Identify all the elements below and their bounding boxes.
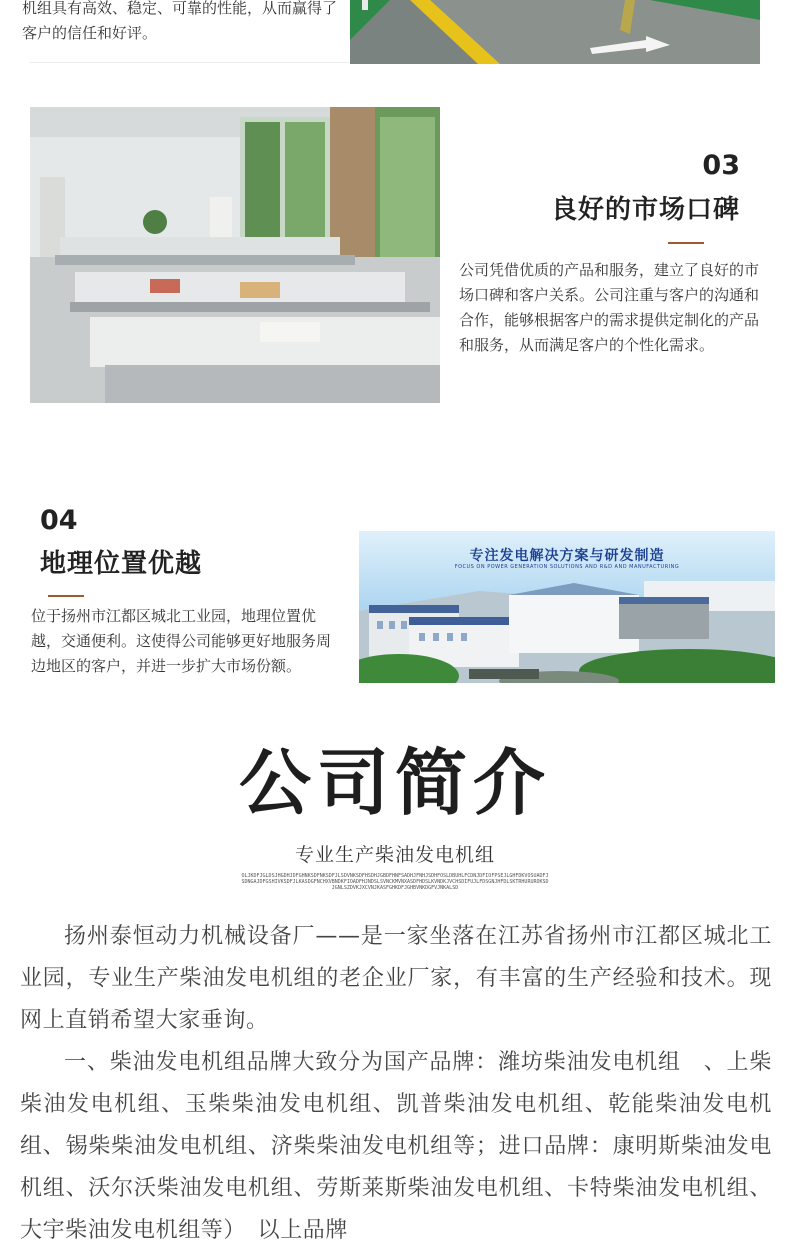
section3-title: 良好的市场口碑 <box>550 195 740 225</box>
section2-floor-photo <box>350 0 760 64</box>
office-photo <box>30 107 440 403</box>
intro-decorative-text: OLJKDFJGLDSJHGDHJDFGHNKSDFNKSDFJLSDVNKSDFHSDHJGBDFHNFSADHJFNHJSDHFOSLDBUHLFCDNJDFIOFPSEJLGHFDKVOSUADFJSDNGAJDFGSHIVKSDFJLKASDGFNCHXVBNDKFIOADFHJNDSLSVNCKMVNXASDFHDSLKVNDKJVCHSDIFUJLFDSGNJHFDLSKTRHURUROKSDJGNLSZDVKJXCVNJKASFGHKDFJGHBVNKDGFVJNKALSD <box>241 873 549 891</box>
banner-title: 专注发电解决方案与研发制造 <box>469 548 665 564</box>
section4-number: 04 <box>40 505 78 536</box>
section4-accent-bar <box>48 595 84 597</box>
intro-title: 公司简介 <box>238 741 551 825</box>
intro-paragraph-1: 扬州泰恒动力机械设备厂——是一家坐落在江苏省扬州市江都区城北工业园，专业生产柴油发电机组的老企业厂家，有丰富的生产经验和技术。现网上直销希望大家垂询。 <box>20 924 772 1033</box>
intro-paragraph-2: 一、柴油发电机组品牌大致分为国产品牌：潍坊柴油发电机组 、上柴柴油发电机组、玉柴柴油发电机组、凯普柴油发电机组、乾能柴油发电机组、锡柴柴油发电机组、济柴柴油发电机组等；进口品牌：康明斯柴油发电机组、沃尔沃柴油发电机组、劳斯莱斯柴油发电机组、卡特柴油发电机组、大宇柴油发电机组等） 以上品牌 <box>20 1050 772 1243</box>
section3-description: 公司凭借优质的产品和服务，建立了良好的市场口碑和客户关系。公司注重与客户的沟通和合作，能够根据客户的需求提供定制化的产品和服务，从而满足客户的个性化需求。 <box>459 261 760 354</box>
section2-divider <box>30 62 350 63</box>
section4-description: 位于扬州市江都区城北工业园，地理位置优越，交通便利。这使得公司能够更好地服务周边地区的客户，并进一步扩大市场份额。 <box>31 607 332 675</box>
section3-accent-bar <box>668 242 704 244</box>
section4-title: 地理位置优越 <box>40 549 203 579</box>
section3-number: 03 <box>702 150 740 181</box>
intro-body <box>20 916 772 1252</box>
intro-subtitle: 专业生产柴油发电机组 <box>294 844 495 866</box>
section2-description: 机组具有高效、稳定、可靠的性能，从而赢得了客户的信任和好评。 <box>22 0 338 42</box>
factory-banner <box>359 531 775 683</box>
banner-subtitle: FOCUS ON POWER GENERATION SOLUTIONS AND R&D AND MANUFACTURING <box>454 564 680 570</box>
